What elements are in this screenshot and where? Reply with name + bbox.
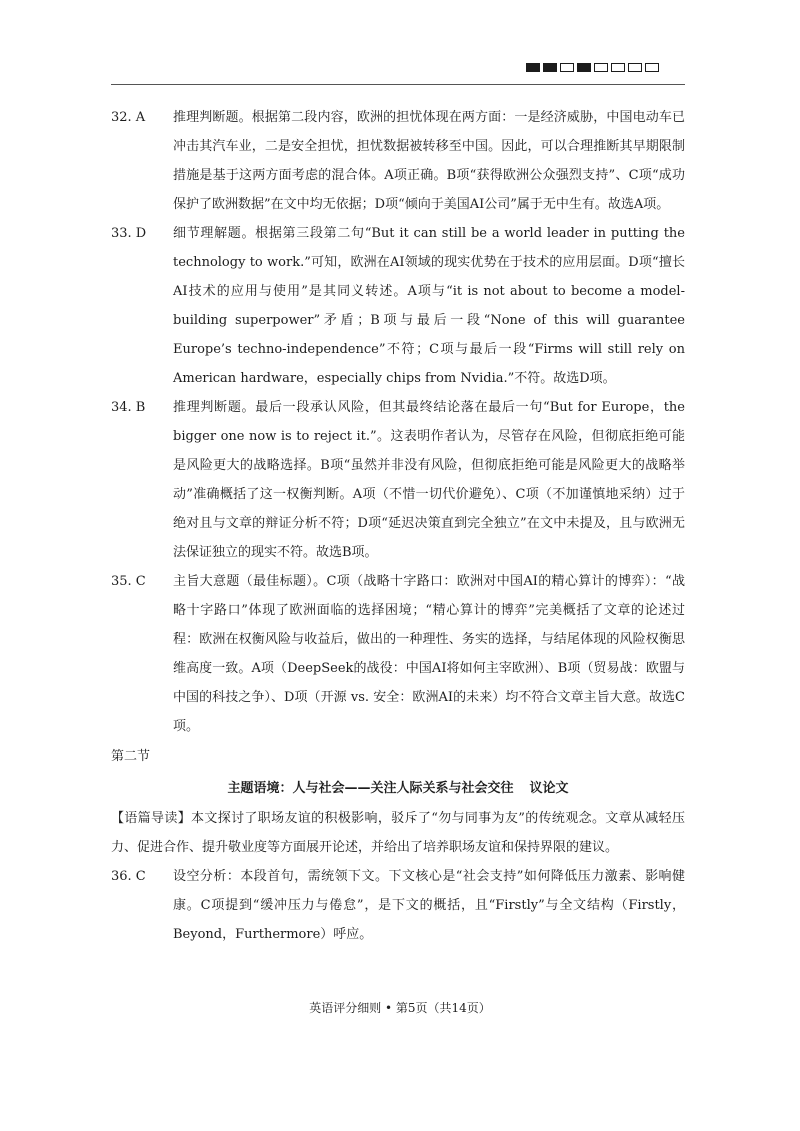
- theme-title: 主题语境：人与社会——关注人际关系与社会交往: [227, 781, 514, 796]
- item-number: 34. B: [111, 400, 146, 415]
- marker-square: [645, 63, 659, 72]
- marker-square: [628, 63, 642, 72]
- item-explanation: 推理判断题。根据第二段内容，欧洲的担忧体现在两方面：一是经济威胁，中国电动车已冲击其汽车业，二是安全担忧，担忧数据被转移至中国。因此，可以合理推断其早期限制措施是基于这两方面考虑的混合体。A项正确。B项“获得欧洲公众强烈支持”、C项“成功保护了欧洲数据”在文中均无依据；D项“倾向于美国AI公司”属于无中生有。故选A项。: [173, 110, 685, 212]
- marker-square: [526, 63, 540, 72]
- answer-item-32: [111, 103, 685, 219]
- passage-intro: 【语篇导读】本文探讨了职场友谊的积极影响，驳斥了“勿与同事为友”的传统观念。文章从减轻压力、促进合作、提升敬业度等方面展开论述，并给出了培养职场友谊和保持界限的建议。: [111, 811, 685, 855]
- item-explanation: 主旨大意题（最佳标题）。C项（战略十字路口：欧洲对中国AI的精心算计的博弈）：“战略十字路口”体现了欧洲面临的选择困境；“精心算计的博弈”完美概括了文章的论述过程：欧洲在权衡风险与收益后，做出的一种理性、务实的选择，与结尾体现的风险权衡思维高度一致。A项（DeepSeek的战役：中国AI将如何主宰欧洲）、B项（贸易战：欧盟与中国的科技之争）、D项（开源 vs. 安全：欧洲AI的未来）均不符合文章主旨大意。故选C项。: [173, 574, 685, 734]
- item-number: 35. C: [111, 574, 146, 589]
- item-number: 33. D: [111, 226, 147, 241]
- header-rule: [111, 84, 685, 85]
- item-number: 36. C: [111, 869, 146, 884]
- page-marker-squares: [526, 63, 659, 74]
- document-body: [111, 103, 685, 949]
- theme-genre: 议论文: [529, 781, 569, 796]
- answer-item-34: [111, 393, 685, 567]
- marker-square: [594, 63, 608, 72]
- marker-square: [560, 63, 574, 72]
- item-explanation: 设空分析：本段首句，需统领下文。下文核心是“社会支持”如何降低压力激素、影响健康。C项提到“缓冲压力与倦怠”，是下文的概括，且“Firstly”与全文结构（Firstly，Beyond，Furthermore）呼应。: [173, 869, 685, 942]
- theme-heading: [111, 774, 685, 804]
- section-label: 第二节: [111, 749, 151, 764]
- item-explanation: 细节理解题。根据第三段第二句“But it can still be a world leader in putting the technology to work.”可知，欧洲在AI领域的现实优势在于技术的应用层面。D项“擅长AI技术的应用与使用”是其同义转述。A项与“it is not about to become a model-building superpower”矛盾；B项与最后一段“None of this will guarantee Europe’s techno-independence”不符；C项与最后一段“Firms will still rely on American hardware，especially chips from Nvidia.”不符。故选D项。: [173, 226, 685, 386]
- answer-item-35: [111, 567, 685, 741]
- answer-item-36: [111, 862, 685, 949]
- answer-item-33: [111, 219, 685, 393]
- item-explanation: 推理判断题。最后一段承认风险，但其最终结论落在最后一句“But for Europe，the bigger one now is to reject it.”。这表明作者认为，尽管存在风险，但彻底拒绝可能是风险更大的战略选择。B项“虽然并非没有风险，但彻底拒绝可能是风险更大的战略举动”准确概括了这一权衡判断。A项（不惜一切代价避免）、C项（不加谨慎地采纳）过于绝对且与文章的辩证分析不符；D项“延迟决策直到完全独立”在文中未提及，且与欧洲无法保证独立的现实不符。故选B项。: [173, 400, 685, 560]
- marker-square: [577, 63, 591, 72]
- marker-square: [543, 63, 557, 72]
- item-number: 32. A: [111, 110, 146, 125]
- page-footer: 英语评分细则 • 第5页（共14页）: [309, 1001, 491, 1015]
- marker-square: [611, 63, 625, 72]
